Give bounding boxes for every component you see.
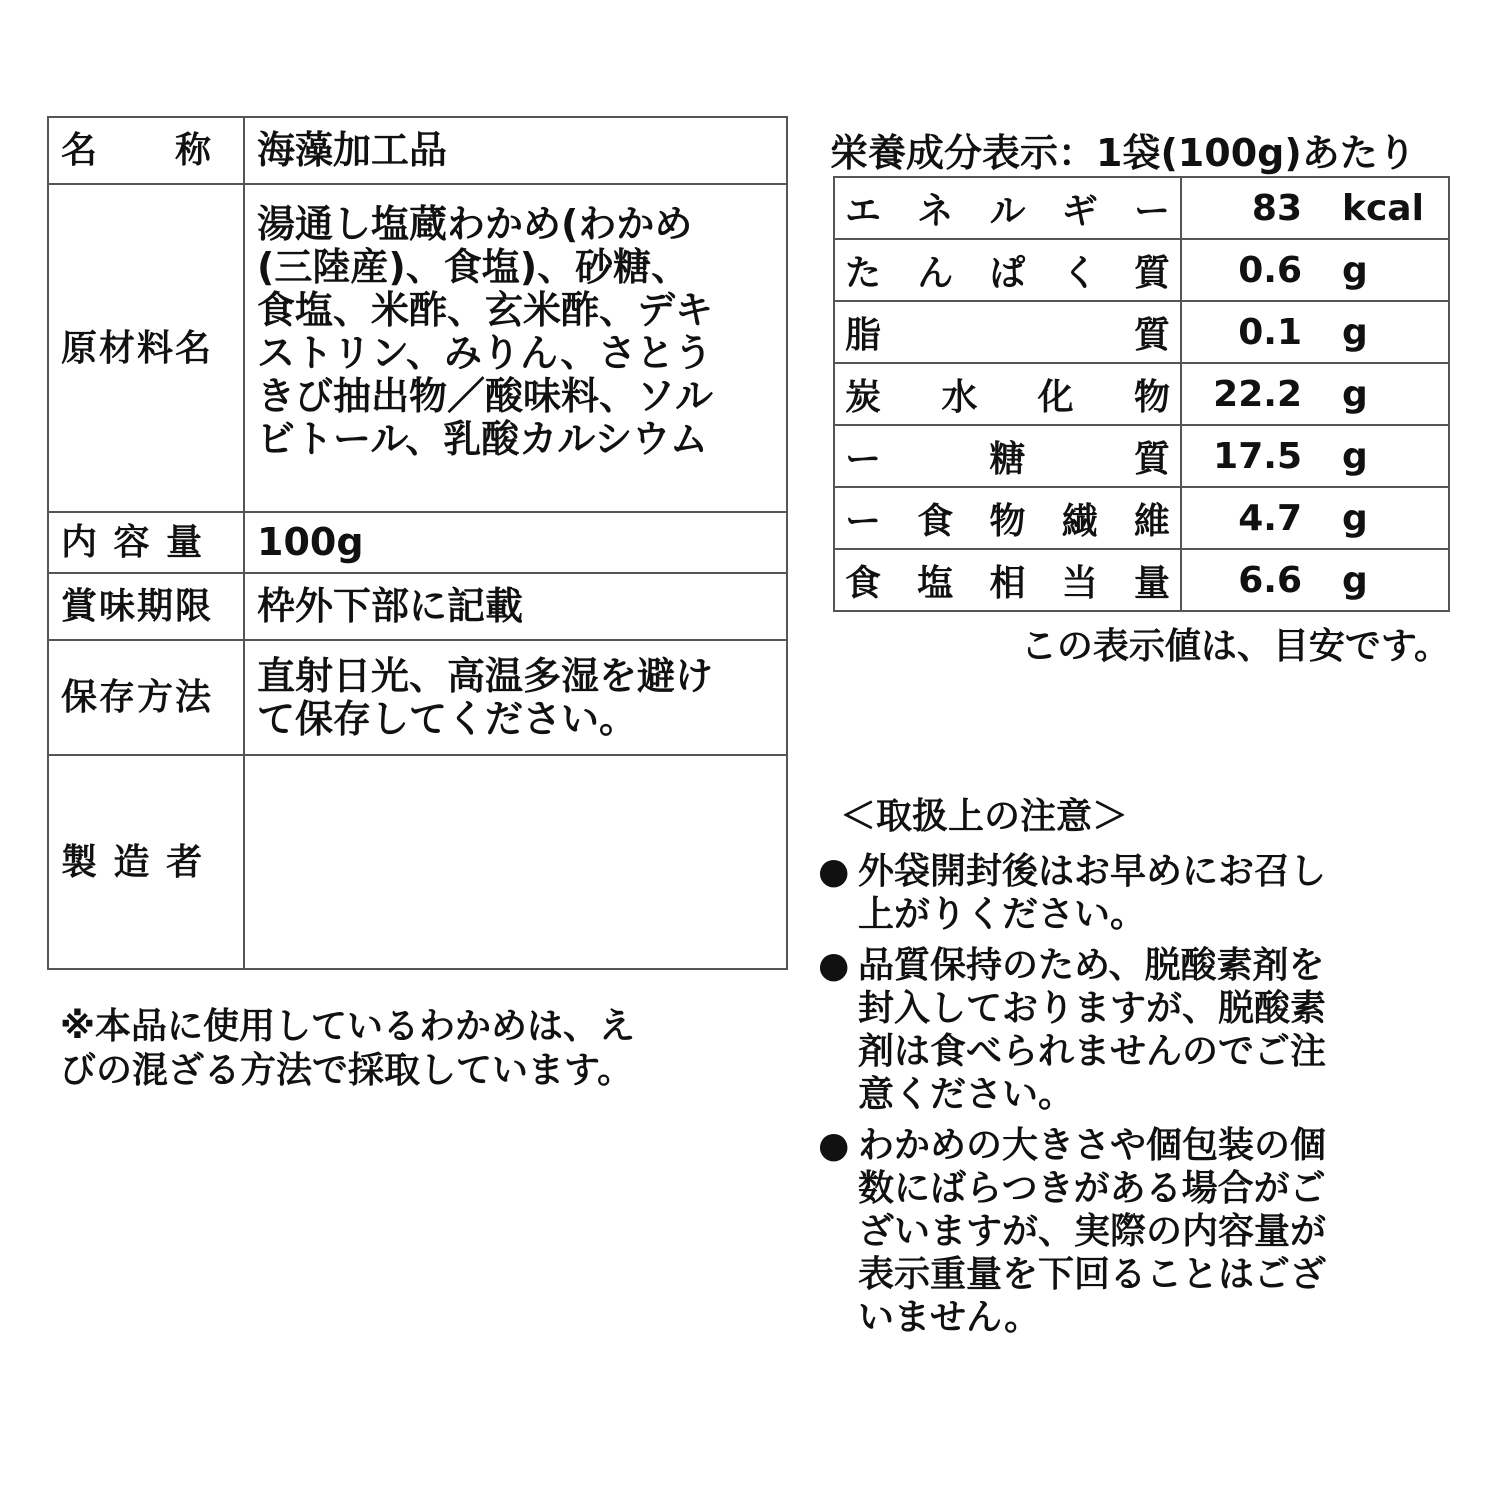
label-value-line: 枠外下部に記載 <box>257 584 524 628</box>
nutrient-name <box>834 549 1181 611</box>
nutrient-unit: g <box>1342 373 1368 415</box>
nutrient-name <box>834 239 1181 301</box>
nutrient-value-cell <box>1181 177 1449 239</box>
nutrient-value: 83 <box>1251 187 1302 229</box>
nutrition-row <box>834 301 1449 363</box>
label-value <box>244 512 787 573</box>
label-value-line: 食塩、米酢、玄米酢、デキ <box>257 288 714 332</box>
nutrient-name-char: 質 <box>1133 314 1170 356</box>
nutrient-unit: g <box>1342 311 1368 353</box>
label-key: 名 称 <box>48 117 244 184</box>
caution-title: ＜取扱上の注意＞ <box>840 796 1129 837</box>
nutrient-name-char: エ <box>845 190 882 232</box>
label-value <box>244 755 787 969</box>
nutrient-name-char: く <box>1061 252 1098 294</box>
product-label-table <box>47 116 788 970</box>
label-value-line: 湯通し塩蔵わかめ(わかめ <box>257 202 693 246</box>
label-value-line: ストリン、みりん、さとう <box>257 331 713 375</box>
nutrient-unit: g <box>1342 559 1368 601</box>
nutrition-row <box>834 239 1449 301</box>
nutrient-unit: g <box>1342 249 1368 291</box>
nutrient-value: 0.1 <box>1238 311 1302 353</box>
note-line: びの混ざる方法で採取しています。 <box>60 1050 634 1091</box>
label-value-line: きび抽出物／酸味料、ソル <box>257 374 714 418</box>
nutrient-name <box>834 363 1181 425</box>
label-row <box>48 573 787 640</box>
nutrient-value: 17.5 <box>1213 435 1302 477</box>
nutrient-name-char: 水 <box>941 376 978 418</box>
bullet-icon: ● <box>818 945 850 986</box>
label-value <box>244 117 787 184</box>
nutrient-name-char: 食 <box>917 500 954 542</box>
nutrient-name-char: 食 <box>845 562 882 604</box>
nutrient-name-char: 繊 <box>1061 500 1098 542</box>
nutrient-unit: g <box>1342 497 1368 539</box>
nutrition-row <box>834 425 1449 487</box>
label-value-line: (三陸産)、食塩)、砂糖、 <box>257 245 690 289</box>
nutrient-name-char: 炭 <box>845 376 882 418</box>
label-value <box>244 184 787 512</box>
nutrient-name-char: た <box>845 252 882 294</box>
bullet-icon: ● <box>818 851 850 892</box>
label-row <box>48 117 787 184</box>
nutrient-name-char: 物 <box>1133 376 1170 418</box>
nutrition-table <box>833 176 1450 612</box>
label-value-line: 海藻加工品 <box>257 128 448 172</box>
note-line: ※本品に使用しているわかめは、え <box>60 1006 635 1047</box>
nutrient-value-cell <box>1181 239 1449 301</box>
label-row <box>48 640 787 755</box>
nutrient-name-char: 物 <box>989 500 1026 542</box>
nutrition-row <box>834 363 1449 425</box>
nutrition-row <box>834 177 1449 239</box>
nutrient-name-char: 脂 <box>845 314 882 356</box>
nutrition-disclaimer: この表示値は、目安です。 <box>1020 626 1450 667</box>
nutrient-value-cell <box>1181 425 1449 487</box>
caution-item <box>818 850 1438 936</box>
nutrient-unit: g <box>1342 435 1368 477</box>
nutrient-name-char: ー <box>845 500 882 542</box>
nutrient-name-char: ネ <box>917 190 954 232</box>
nutrient-name-char: 質 <box>1133 252 1170 294</box>
nutrient-value-cell <box>1181 363 1449 425</box>
nutrient-value: 6.6 <box>1238 559 1302 601</box>
nutrient-name-char: 質 <box>1133 438 1170 480</box>
nutrient-name-char: ー <box>845 438 882 480</box>
caution-list <box>818 850 1438 1347</box>
nutrient-name-char: 相 <box>989 562 1026 604</box>
caution-line: 封入しておりますが、脱酸素 <box>858 988 1327 1029</box>
label-value-line: 100g <box>257 520 364 564</box>
label-key: 保存方法 <box>48 640 244 755</box>
nutrient-value-cell <box>1181 549 1449 611</box>
caution-line: 品質保持のため、脱酸素剤を <box>858 945 1325 986</box>
nutrient-name-char: 塩 <box>917 562 954 604</box>
nutrition-row <box>834 487 1449 549</box>
nutrient-name-char: 糖 <box>989 438 1026 480</box>
nutrient-name-char: 化 <box>1037 376 1074 418</box>
bullet-icon: ● <box>818 1125 850 1166</box>
nutrient-name-char: ギ <box>1061 190 1098 232</box>
caution-line: ざいますが、実際の内容量が <box>858 1211 1327 1252</box>
nutrient-name <box>834 177 1181 239</box>
label-key: 内 容 量 <box>48 512 244 573</box>
label-key: 原材料名 <box>48 184 244 512</box>
label-value-line: て保存してください。 <box>257 696 638 741</box>
nutrient-name <box>834 487 1181 549</box>
nutrient-value: 0.6 <box>1238 249 1302 291</box>
nutrient-unit: kcal <box>1342 187 1424 229</box>
nutrient-value: 4.7 <box>1238 497 1302 539</box>
caution-line: 剤は食べられませんのでご注 <box>858 1031 1327 1072</box>
nutrient-name-char: 量 <box>1133 562 1170 604</box>
label-row <box>48 755 787 969</box>
caution-item <box>818 1124 1438 1339</box>
nutrient-value-cell <box>1181 301 1449 363</box>
caution-line: 上がりください。 <box>858 894 1147 935</box>
label-value-line: ビトール、乳酸カルシウム <box>257 417 708 461</box>
nutrient-name <box>834 425 1181 487</box>
nutrition-header: 栄養成分表示：1袋(100g)あたり <box>830 131 1416 175</box>
nutrient-name-char: 当 <box>1061 562 1098 604</box>
nutrient-name-char: ル <box>989 190 1026 232</box>
wakame-note <box>60 1005 635 1093</box>
nutrient-value: 22.2 <box>1213 373 1302 415</box>
nutrient-name-char: ん <box>917 252 954 294</box>
label-key: 賞味期限 <box>48 573 244 640</box>
nutrition-row <box>834 549 1449 611</box>
nutrient-name-char: ぱ <box>989 252 1026 294</box>
caution-line: 意ください。 <box>858 1074 1075 1115</box>
caution-line: 外袋開封後はお早めにお召し <box>858 851 1327 892</box>
caution-line: 数にばらつきがある場合がご <box>858 1168 1326 1209</box>
nutrient-name-char: 維 <box>1133 500 1170 542</box>
label-row <box>48 512 787 573</box>
label-key: 製 造 者 <box>48 755 244 969</box>
label-value-line: 直射日光、高温多湿を避け <box>257 653 714 698</box>
label-value <box>244 640 787 755</box>
nutrient-value-cell <box>1181 487 1449 549</box>
nutrient-name-char: ー <box>1133 190 1170 232</box>
label-value <box>244 573 787 640</box>
caution-item <box>818 944 1438 1116</box>
nutrient-name <box>834 301 1181 363</box>
caution-line: わかめの大きさや個包装の個 <box>858 1125 1327 1166</box>
label-row <box>48 184 787 512</box>
caution-line: いません。 <box>858 1297 1041 1338</box>
caution-line: 表示重量を下回ることはござ <box>858 1254 1327 1295</box>
